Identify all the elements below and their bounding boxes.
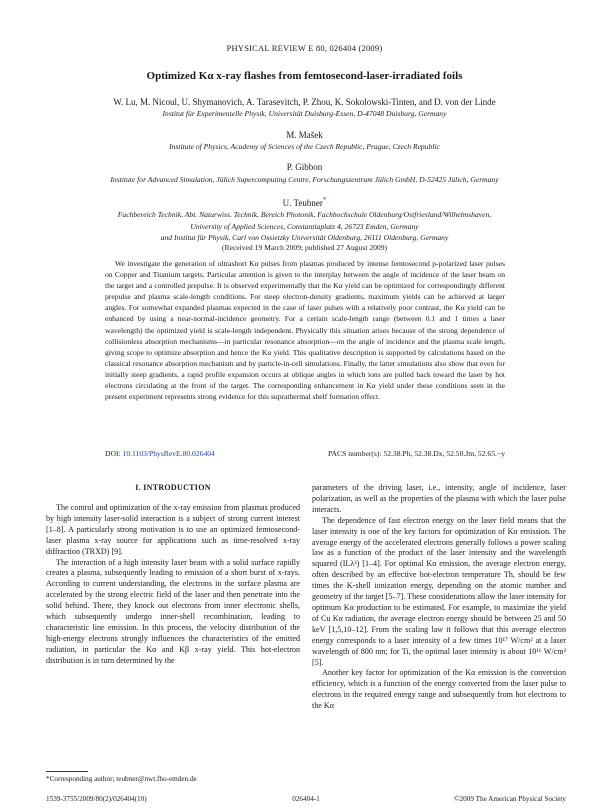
corresponding-author-marker[interactable]: *	[322, 196, 327, 204]
author-list-1: W. Lu, M. Nicoul, U. Shymanovich, A. Tarasevitch, P. Zhou, K. Sokolowski-Tinten, and D. von der Linde	[113, 97, 496, 107]
section-heading: I. INTRODUCTION	[135, 483, 211, 492]
right-column	[312, 483, 566, 712]
paragraph: The interaction of a high intensity laser beam with a solid surface rapidly creates a plasma, subsequently leading to emission of a short burst of x-rays. According to current understanding, the electrons in the surface plasma are accelerated by the strong electric field of the laser and then penetrate into the solid behind. There, they knock out electrons from inner electronic shells, which subsequently undergo inner-shell recombination, leading to characteristic line emission. In this process, the velocity distribution of the high-energy electrons strongly influences the characteristics of the emitted radiation, in particular the Kα and Kβ x-ray yield. This hot-electron distribution is in turn determined by the	[46, 557, 300, 665]
author-4-name: U. Teubner	[282, 198, 323, 208]
author-list-4	[0, 196, 609, 208]
copyright: ©2009 The American Physical Society	[454, 795, 566, 803]
pacs-numbers: PACS number(s): 52.38.Ph, 52.38.Dx, 52.50.Jm, 52.65.−y	[328, 449, 505, 458]
paragraph: parameters of the driving laser, i.e., intensity, angle of incidence, laser polarization, as well as the properties of the plasma with which the laser pulse interacts.	[312, 483, 566, 514]
footnote: *Corresponding author; teubner@nwt.fho-emden.de	[46, 775, 197, 783]
left-column	[46, 503, 300, 667]
affiliation-4	[0, 209, 609, 244]
affiliation-4-line-3: and Institut für Physik, Carl von Ossietzky Universität Oldenburg, 26111 Oldenburg, Germany	[160, 233, 449, 242]
page-footer	[46, 795, 566, 803]
footnote-divider	[46, 771, 88, 772]
footer-issn: 1539-3755/2009/80(2)/026404(10)	[46, 795, 147, 803]
journal-header: PHYSICAL REVIEW E 80, 026404 (2009)	[226, 43, 383, 53]
page-number: 026404-1	[292, 795, 320, 803]
abstract: We investigate the generation of ultrashort Kα pulses from plasmas produced by intense femtosecond p-polarized laser pulses on Copper and Titanium targets. Particular attention is given to the interplay between the angle of incidence of the laser beam on the target and a controlled prepulse. It is observed experimentally that the Kα yield can be optimized for correspondingly different prepulse and plasma scale-length conditions. For steep electron-density gradients, maximum yields can be achieved at larger angles. For somewhat expanded plasmas expected in the case of laser pulses with a relatively poor contrast, the Kα yield can be enhanced by using a near-normal-incidence geometry. For a certain scale-length range (between 0.1 and 1 times a laser wavelength) the optimized yield is scale-length independent. Physically this situation arises because of the strong dependence of collisionless absorption mechanisms—in particular resonance absorption—on the angle of incidence and the plasma scale length, giving scope to optimize absorption and hence the Kα yield. This qualitative description is supported by calculations based on the classical resonance absorption mechanism and by particle-in-cell simulations. Finally, the latter simulations also show that even for initially steep gradients, a rapid profile expansion occurs at oblique angles in which ions are pulled back toward the laser by hot electrons circulating at the front of the target. The corresponding enhancement in Kα yield under these conditions seen in the present experiment represents strong evidence for this suprathermal shelf formation effect.	[105, 259, 505, 402]
doi-label: DOI:	[105, 449, 121, 458]
doi-link[interactable]: 10.1103/PhysRevE.80.026404	[122, 449, 215, 458]
affiliation-3: Institute for Advanced Simulation, Jülich Supercomputing Centre, Forschungszentrum Jülich GmbH, D-52425 Jülich, Germany	[110, 175, 499, 184]
doi-line	[105, 449, 505, 458]
author-list-2: M. Mašek	[286, 130, 323, 140]
paragraph: The dependence of fast electron energy on the laser field means that the laser intensity is one of the key factors for optimization of Kα emission. The average energy of the accelerated electrons generally follows a power scaling law as a function of the product of the laser intensity and the wavelength squared (ILλ²) [1–4]. For optimal Kα emission, the average electron energy, often described by an effective hot-electron temperature Th, should be few times the K-shell ionization energy, depending on the atomic number and geometry of the target [5–7]. These considerations allow the laser intensity for optimum Kα production to be estimated. For example, to maximize the yield of Cu Kα radiation, the average electron energy should be between 25 and 50 keV [1,5,10–12]. From the scaling law it follows that this average electron energy corresponds to a laser intensity of a few times 10¹⁷ W/cm² at a laser wavelength of 800 nm; for Ti, the optimal laser intensity is about 10¹⁶ W/cm² [5].	[312, 515, 566, 667]
paragraph: Another key factor for optimization of the Kα emission is the conversion efficiency, which is a function of the energy converted from the laser pulse to electrons in the required energy range and subsequently from hot electrons to the Kα	[312, 668, 566, 711]
affiliation-4-line-1: Fachbereich Technik, Abt. Naturwiss. Technik, Bereich Photonik, Fachhochschule Oldenburg/Ostfriesland/Wilhelmshaven,	[117, 210, 492, 219]
author-list-3: P. Gibbon	[286, 162, 323, 172]
affiliation-1: Institut für Experimentelle Physik, Universität Duisburg-Essen, D-47048 Duisburg, Germany	[162, 109, 447, 118]
paragraph: The control and optimization of the x-ray emission from plasmas produced by high intensity laser-solid interaction is a subject of strong current interest [1–8]. A particularly strong motivation is to use an optimized femtosecond-laser plasma x-ray source for applications such as time-resolved x-ray diffraction (TRXD) [9].	[46, 503, 300, 556]
paper-title: Optimized Kα x-ray flashes from femtosecond-laser-irradiated foils	[146, 70, 463, 82]
affiliation-4-line-2: University of Applied Sciences, Constantiaplatz 4, 26723 Emden, Germany	[190, 221, 419, 231]
affiliation-2: Institute of Physics, Academy of Sciences of the Czech Republic, Prague, Czech Republic	[169, 142, 440, 151]
received-date: (Received 19 March 2009; published 27 August 2009)	[221, 243, 388, 252]
